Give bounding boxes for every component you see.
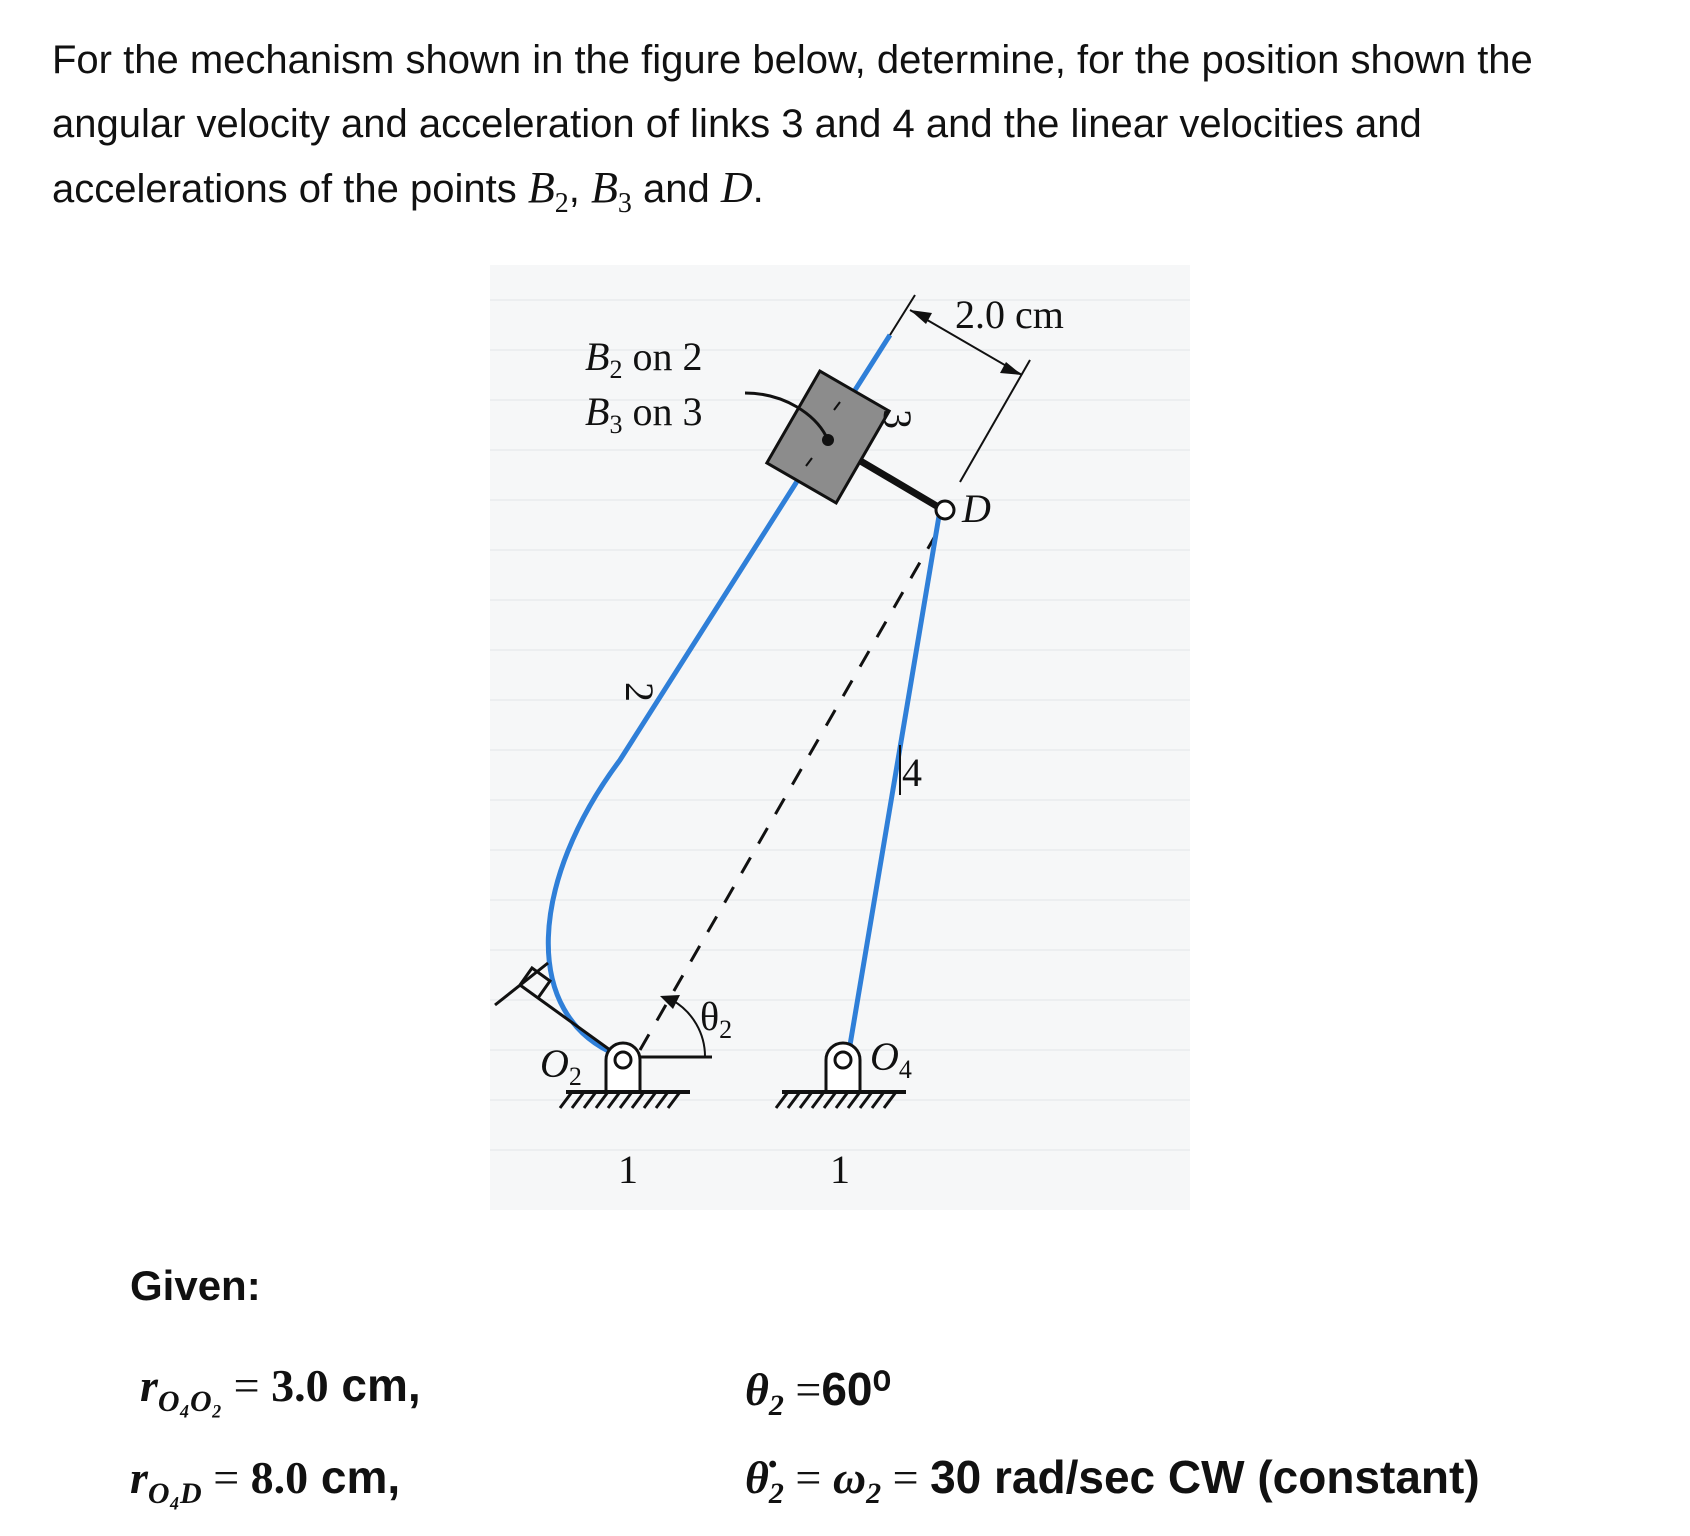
point-d: D: [720, 163, 753, 212]
r1-value: 3.0: [271, 1360, 329, 1411]
omega-equals-2: =: [881, 1452, 931, 1503]
ground-label-left: 1: [618, 1147, 638, 1192]
conjunction: and: [631, 167, 721, 211]
theta-equals: =: [783, 1364, 822, 1415]
r1-subscript: O₄O₂: [157, 1385, 223, 1419]
label-b3-on-3: $B_3$ on 3: [585, 389, 703, 439]
r1-unit: cm,: [328, 1359, 421, 1411]
label-b2-on-2: $B_2$ on 2: [585, 334, 703, 384]
given-omega2: [745, 1450, 1480, 1511]
r2-equals: =: [201, 1452, 251, 1503]
r1-symbol: r: [140, 1360, 158, 1411]
given-heading: Given:: [130, 1262, 261, 1309]
problem-text: For the mechanism shown in the figure below, determine, for the position shown the angular velocity and acceleration of links 3 and 4 and the linear velocities and accelerations of the points: [52, 38, 1533, 211]
omega-symbol: ω: [832, 1452, 867, 1503]
label-point-d: D: [962, 486, 991, 531]
r2-value: 8.0: [250, 1452, 309, 1503]
theta-dot-subscript: 2: [768, 1477, 784, 1511]
theta-dot-symbol: θ̇: [745, 1452, 769, 1503]
link-label-2: 2: [617, 682, 662, 702]
separator: ,: [568, 167, 591, 211]
label-o4: $O_4$: [870, 1034, 912, 1084]
ground-label-right: 1: [830, 1147, 850, 1192]
omega-subscript: 2: [866, 1477, 882, 1511]
r2-symbol: r: [130, 1452, 148, 1503]
label-o2: $O_2$: [540, 1041, 582, 1091]
label-theta2: $\theta_2$: [700, 994, 733, 1044]
link-label-3: 3: [875, 409, 920, 429]
omega-equals-1: =: [783, 1452, 833, 1503]
period: .: [752, 167, 764, 211]
r2-subscript: O₄D: [147, 1477, 202, 1511]
given-r-o4d: [130, 1450, 400, 1511]
theta-value: 60⁰: [821, 1363, 891, 1415]
given-r-o4o2: [140, 1358, 421, 1419]
pin-b: [822, 434, 834, 446]
point-b3: $B_3$: [590, 163, 632, 219]
omega-value: 30 rad/sec CW (constant): [930, 1451, 1480, 1503]
theta-subscript: 2: [768, 1389, 784, 1423]
joint-d: [936, 501, 954, 519]
given-theta2: [745, 1362, 891, 1423]
point-b2: $B_2$: [527, 163, 569, 219]
r1-equals: =: [222, 1360, 272, 1411]
dimension-label: 2.0 cm: [955, 292, 1064, 337]
link-label-4: 4: [902, 750, 922, 795]
r2-unit: cm,: [308, 1451, 401, 1503]
theta-symbol: θ: [745, 1364, 769, 1415]
